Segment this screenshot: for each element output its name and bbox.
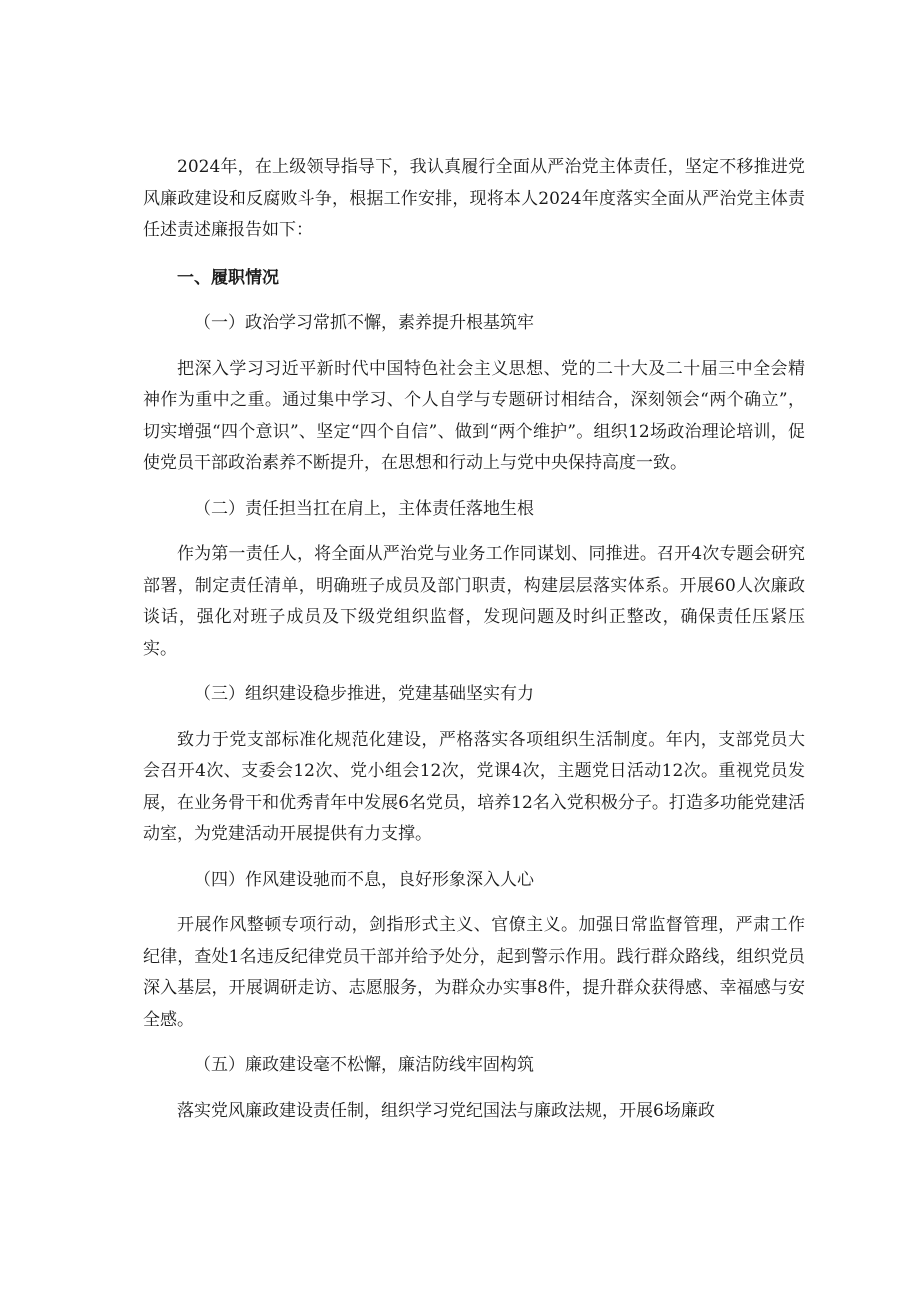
paragraph-integrity: 落实党风廉政建设责任制，组织学习党纪国法与廉政法规，开展6场廉政	[177, 1100, 715, 1121]
intro-paragraph: 2024年，在上级领导指导下，我认真履行全面从严治党主体责任，坚定不移推进党风廉政建设和反腐败斗争，根据工作安排，现将本人2024年度落实全面从严治党主体责任述责述廉报告如下：	[143, 157, 805, 240]
paragraph-work-style: 开展作风整顿专项行动，剑指形式主义、官僚主义。加强日常监督管理，严肃工作纪律，查处1名违反纪律党员干部并给予处分，起到警示作用。践行群众路线，组织党员深入基层，开展调研走访、志愿服务，为群众办实事8件，提升群众获得感、幸福感与安全感。	[143, 915, 805, 1030]
document-body	[143, 152, 805, 1127]
paragraph-responsibility: 作为第一责任人，将全面从严治党与业务工作同谋划、同推进。召开4次专题会研究部署，制定责任清单，明确班子成员及部门职责，构建层层落实体系。开展60人次廉政谈话，强化对班子成员及下级党组织监督，发现问题及时纠正整改，确保责任压紧压实。	[143, 544, 805, 659]
subheading-organization: （三）组织建设稳步推进，党建基础坚实有力	[194, 684, 534, 704]
section-heading-performance: 一、履职情况	[177, 267, 279, 288]
subheading-integrity: （五）廉政建设毫不松懈，廉洁防线牢固构筑	[194, 1055, 534, 1075]
subheading-political-study: （一）政治学习常抓不懈，素养提升根基筑牢	[194, 313, 534, 333]
paragraph-political-study: 把深入学习习近平新时代中国特色社会主义思想、党的二十大及二十届三中全会精神作为重中之重。通过集中学习、个人自学与专题研讨相结合，深刻领会“两个确立”，切实增强“四个意识”、坚定“四个自信”、做到“两个维护”。组织12场政治理论培训，促使党员干部政治素养不断提升，在思想和行动上与党中央保持高度一致。	[143, 358, 805, 473]
subheading-responsibility: （二）责任担当扛在肩上，主体责任落地生根	[194, 498, 534, 519]
subheading-work-style: （四）作风建设驰而不息，良好形象深入人心	[194, 869, 534, 890]
paragraph-organization: 致力于党支部标准化规范化建设，严格落实各项组织生活制度。年内，支部党员大会召开4次、支委会12次、党小组会12次，党课4次，主题党日活动12次。重视党员发展，在业务骨干和优秀青年中发展6名党员，培养12名入党积极分子。打造多功能党建活动室，为党建活动开展提供有力支撑。	[143, 729, 805, 844]
